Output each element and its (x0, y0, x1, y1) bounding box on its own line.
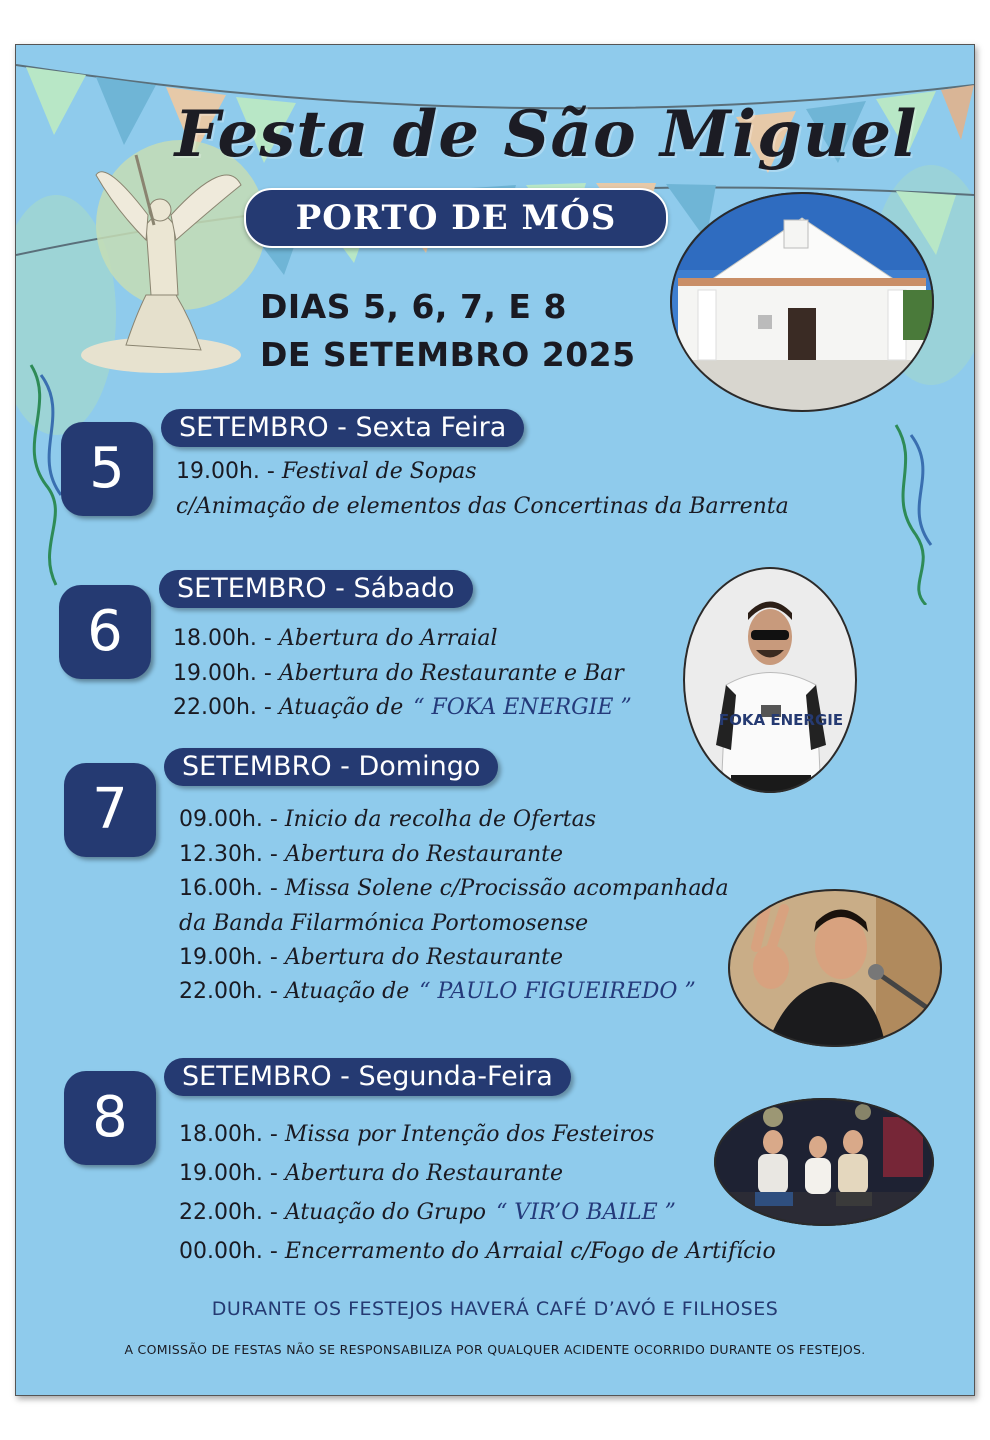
day-label-8: SETEMBRO - Segunda-Feira (164, 1058, 571, 1096)
event-line (176, 494, 789, 519)
day-number-7: 7 (64, 763, 156, 857)
event-line (179, 1161, 563, 1186)
event-time: 22.00h. - (173, 695, 279, 720)
event-time: 18.00h. - (179, 1122, 285, 1147)
day-label-6: SETEMBRO - Sábado (159, 570, 473, 608)
event-time: 22.00h. - (179, 1200, 285, 1225)
event-time: 19.00h. - (173, 661, 279, 686)
event-line (179, 945, 563, 970)
event-line (179, 842, 563, 867)
dates-line-2: DE SETEMBRO 2025 (260, 335, 636, 374)
event-text: Atuação do Grupo (284, 1200, 487, 1225)
event-text: da Banda Filarmónica Portomosense (179, 911, 589, 936)
event-line (179, 911, 588, 936)
event-text: Inicio da recolha de Ofertas (284, 807, 597, 832)
event-text: Abertura do Restaurante (284, 1161, 563, 1186)
event-time: 16.00h. - (179, 876, 285, 901)
event-time: 12.30h. - (179, 842, 285, 867)
disclaimer: A COMISSÃO DE FESTAS NÃO SE RESPONSABILIZA POR QUALQUER ACIDENTE OCORRIDO DURANTE OS FESTEJOS. (124, 1342, 866, 1357)
day-number-8: 8 (64, 1071, 156, 1165)
performer-name: “ FOKA ENERGIE ” (413, 695, 632, 720)
event-text: Atuação de (278, 695, 404, 720)
performer-name: “ PAULO FIGUEIREDO ” (419, 979, 696, 1004)
event-line (173, 661, 624, 686)
event-text: Atuação de (284, 979, 410, 1004)
day-number-6: 6 (59, 585, 151, 679)
event-line (173, 695, 632, 720)
event-line (179, 1200, 676, 1225)
event-text: c/Animação de elementos das Concertinas da Barrenta (176, 494, 789, 519)
event-time: 19.00h. - (176, 459, 282, 484)
viro-baile-group-photo (713, 1097, 935, 1227)
event-time: 19.00h. - (179, 945, 285, 970)
event-line (173, 626, 498, 651)
event-line (179, 1122, 654, 1147)
event-line (179, 979, 696, 1004)
event-text: Missa por Intenção dos Festeiros (284, 1122, 655, 1147)
event-line (179, 876, 729, 901)
event-time: 22.00h. - (179, 979, 285, 1004)
day-label-7: SETEMBRO - Domingo (164, 748, 498, 786)
foka-energie-caption: FOKA ENERGIE (718, 711, 844, 729)
event-text: Abertura do Restaurante e Bar (278, 661, 624, 686)
event-line (179, 1239, 776, 1264)
event-time: 00.00h. - (179, 1239, 285, 1264)
day-label-5: SETEMBRO - Sexta Feira (161, 409, 524, 447)
paulo-figueiredo-photo (726, 887, 944, 1049)
chapel-photo (668, 190, 936, 415)
event-time: 19.00h. - (179, 1161, 285, 1186)
event-line (176, 459, 477, 484)
dates-line-1: DIAS 5, 6, 7, E 8 (260, 287, 567, 326)
performer-name: “ VIR’O BAILE ” (496, 1200, 676, 1225)
footer-note: DURANTE OS FESTEJOS HAVERÁ CAFÉ D’AVÓ E FILHOSES (211, 1298, 779, 1320)
event-text: Abertura do Arraial (278, 626, 498, 651)
event-text: Encerramento do Arraial c/Fogo de Artifício (284, 1239, 776, 1264)
location-banner: PORTO DE MÓS (244, 188, 668, 248)
event-time: 18.00h. - (173, 626, 279, 651)
event-text: Abertura do Restaurante (284, 945, 563, 970)
event-text: Abertura do Restaurante (284, 842, 563, 867)
event-text: Festival de Sopas (281, 459, 477, 484)
foka-energie-photo (681, 565, 859, 795)
festival-dates (260, 283, 636, 379)
poster-title: Festa de São Miguel (174, 97, 918, 172)
event-text: Missa Solene c/Procissão acompanhada (284, 876, 729, 901)
event-line (179, 807, 596, 832)
day-number-5: 5 (61, 422, 153, 516)
event-time: 09.00h. - (179, 807, 285, 832)
festival-poster (15, 44, 975, 1396)
